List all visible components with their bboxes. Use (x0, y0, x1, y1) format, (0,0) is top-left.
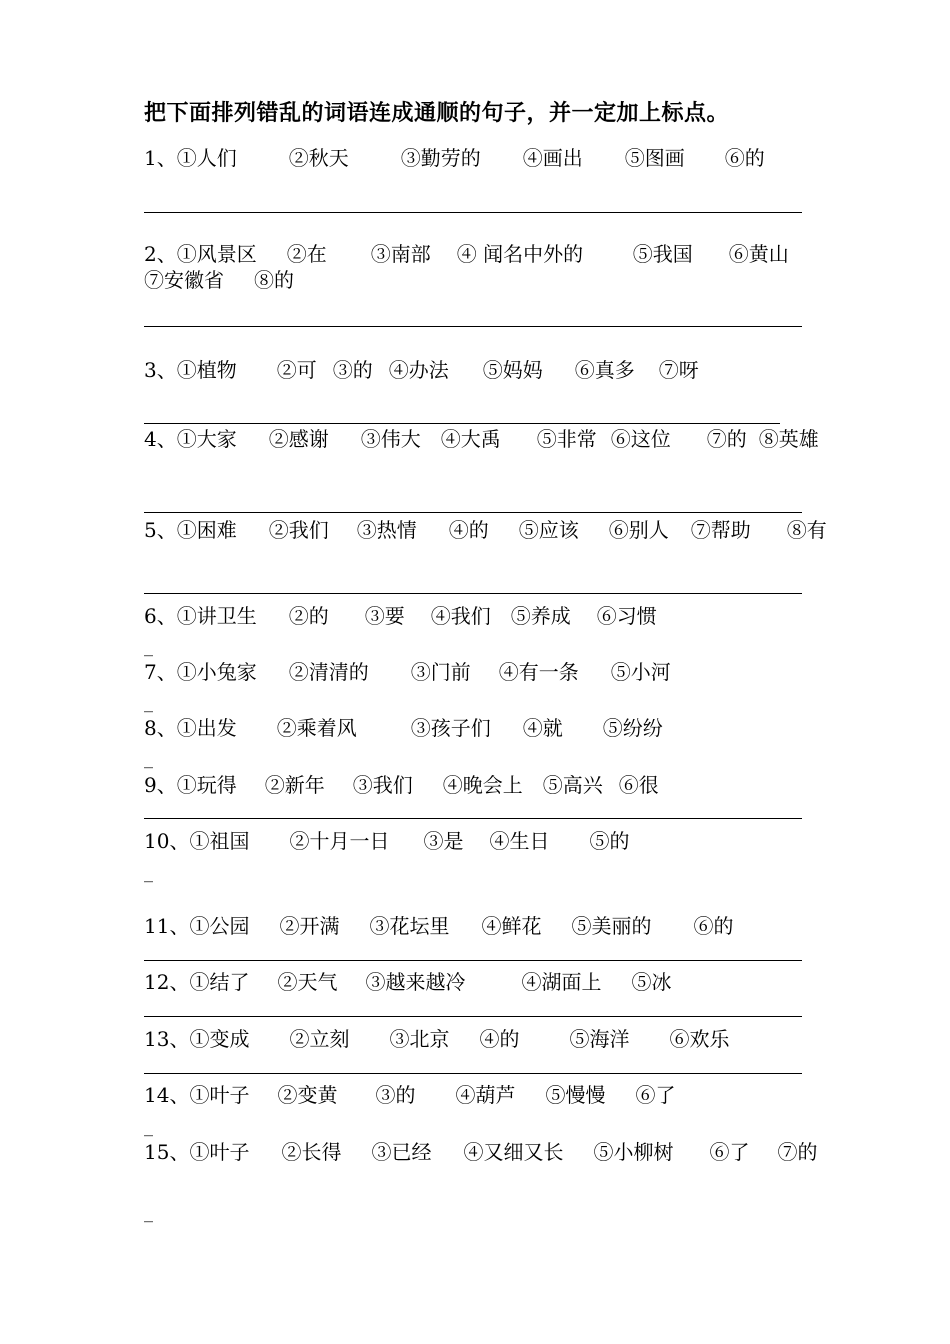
word: ④画出 (522, 146, 583, 170)
word: ⑥习惯 (596, 604, 657, 628)
answer-line[interactable] (144, 326, 802, 327)
answer-blank[interactable]: _ (144, 1202, 153, 1223)
word: ②的 (288, 604, 329, 628)
question-9 (144, 771, 659, 799)
answer-line[interactable] (144, 423, 780, 424)
question-11 (144, 912, 733, 940)
word: ④办法 (388, 358, 449, 382)
word: ⑤妈妈 (482, 358, 543, 382)
question-number: 5、 (144, 518, 177, 542)
question-13 (144, 1025, 729, 1053)
answer-line[interactable] (144, 960, 802, 961)
question-12 (144, 968, 671, 996)
answer-line[interactable] (144, 512, 802, 513)
word: ④葫芦 (455, 1083, 516, 1107)
word: ①大家 (176, 427, 237, 451)
word: ⑦安徽省 (144, 268, 224, 292)
word: ⑤图画 (624, 146, 685, 170)
word: ⑥了 (635, 1083, 676, 1107)
word: ⑥黄山 (728, 242, 789, 266)
word: ⑦的 (706, 427, 747, 451)
word: ③门前 (410, 660, 471, 684)
answer-line[interactable] (144, 593, 802, 594)
word: ⑧的 (254, 268, 294, 292)
answer-blank[interactable]: _ (144, 1116, 153, 1137)
word: ⑤冰 (631, 970, 672, 994)
word: ③我们 (352, 773, 413, 797)
word: ②乘着风 (276, 716, 357, 740)
word: ③已经 (371, 1140, 432, 1164)
answer-line[interactable] (144, 212, 802, 213)
question-number: 15、 (144, 1140, 190, 1164)
word: ⑤非常 (536, 427, 597, 451)
word: ①变成 (189, 1027, 250, 1051)
question-number: 14、 (144, 1083, 190, 1107)
word: ⑤高兴 (542, 773, 603, 797)
word: ②立刻 (289, 1027, 350, 1051)
word: ⑤海洋 (569, 1027, 630, 1051)
word: ①叶子 (189, 1083, 250, 1107)
worksheet-title: 把下面排列错乱的词语连成通顺的句子，并一定加上标点。 (144, 101, 730, 126)
word: ⑤小河 (610, 660, 671, 684)
word: ⑥的 (693, 914, 734, 938)
word: ⑧英雄 (758, 427, 819, 451)
word: ①小兔家 (176, 660, 257, 684)
word: ⑦的 (777, 1140, 818, 1164)
word: ⑧有 (786, 518, 827, 542)
word: ⑤养成 (510, 604, 571, 628)
question-number: 8、 (144, 716, 177, 740)
word: ②十月一日 (289, 829, 390, 853)
word: ④湖面上 (521, 970, 602, 994)
word: ③花坛里 (369, 914, 450, 938)
word: ④大禹 (440, 427, 501, 451)
word: ④的 (448, 518, 489, 542)
word: ③越来越冷 (365, 970, 466, 994)
question-number: 2、 (144, 242, 177, 266)
question-14 (144, 1081, 675, 1109)
answer-blank[interactable]: _ (144, 748, 153, 769)
word: ⑥的 (724, 146, 765, 170)
word: ⑤慢慢 (545, 1083, 606, 1107)
word: ⑥真多 (574, 358, 635, 382)
word: ③伟大 (360, 427, 421, 451)
answer-line[interactable] (144, 1016, 802, 1017)
word: ③孩子们 (410, 716, 491, 740)
question-1 (144, 144, 765, 172)
word: ②秋天 (288, 146, 349, 170)
question-number: 3、 (144, 358, 177, 382)
word: ①祖国 (189, 829, 250, 853)
word: ④ 闻名中外的 (456, 242, 584, 266)
word: ②新年 (264, 773, 325, 797)
word: ②在 (286, 242, 327, 266)
question-5 (144, 516, 827, 544)
answer-blank[interactable]: _ (144, 692, 153, 713)
word: ③是 (423, 829, 464, 853)
question-number: 12、 (144, 970, 190, 994)
word: ②清清的 (288, 660, 369, 684)
word: ①植物 (176, 358, 237, 382)
word: ⑥很 (618, 773, 659, 797)
word: ⑥别人 (608, 518, 669, 542)
word: ⑤纷纷 (602, 716, 663, 740)
word: ②我们 (268, 518, 329, 542)
word: ⑥欢乐 (669, 1027, 730, 1051)
word: ②可 (276, 358, 317, 382)
word: ②长得 (281, 1140, 342, 1164)
word: ③的 (332, 358, 373, 382)
word: ⑦呀 (658, 358, 699, 382)
question-15 (144, 1138, 817, 1166)
word: ②天气 (277, 970, 338, 994)
word: ④生日 (489, 829, 550, 853)
word: ⑤我国 (632, 242, 693, 266)
word: ①结了 (189, 970, 250, 994)
question-7 (144, 658, 671, 686)
word: ③勤劳的 (400, 146, 481, 170)
question-2 (144, 240, 789, 268)
word: ①人们 (176, 146, 237, 170)
word: ④就 (522, 716, 563, 740)
word: ④鲜花 (481, 914, 542, 938)
word: ①讲卫生 (176, 604, 257, 628)
word: ②感谢 (268, 427, 329, 451)
word: ④晚会上 (442, 773, 523, 797)
word: ③北京 (389, 1027, 450, 1051)
answer-blank[interactable]: _ (144, 862, 153, 883)
answer-blank[interactable]: _ (144, 636, 153, 657)
question-2-cont (144, 266, 294, 294)
word: ③南部 (370, 242, 431, 266)
question-4 (144, 425, 819, 453)
word: ③要 (364, 604, 405, 628)
question-number: 6、 (144, 604, 177, 628)
question-10 (144, 827, 629, 855)
word: ⑤小柳树 (593, 1140, 674, 1164)
word: ④的 (479, 1027, 520, 1051)
question-number: 1、 (144, 146, 177, 170)
word: ⑥了 (709, 1140, 750, 1164)
word: ⑤的 (589, 829, 630, 853)
question-number: 4、 (144, 427, 177, 451)
question-number: 11、 (144, 914, 190, 938)
word: ①公园 (189, 914, 250, 938)
question-number: 10、 (144, 829, 190, 853)
word: ⑥这位 (610, 427, 671, 451)
word: ②变黄 (277, 1083, 338, 1107)
question-number: 7、 (144, 660, 177, 684)
word: ⑦帮助 (690, 518, 751, 542)
question-8 (144, 714, 663, 742)
word: ①困难 (176, 518, 237, 542)
word: ①叶子 (189, 1140, 250, 1164)
word: ⑤美丽的 (571, 914, 652, 938)
question-3 (144, 356, 699, 384)
question-6 (144, 602, 657, 630)
word: ①风景区 (176, 242, 257, 266)
word: ②开满 (279, 914, 340, 938)
word: ⑤应该 (518, 518, 579, 542)
answer-line[interactable] (144, 1073, 802, 1074)
question-number: 9、 (144, 773, 177, 797)
word: ④我们 (430, 604, 491, 628)
word: ④又细又长 (463, 1140, 564, 1164)
word: ①出发 (176, 716, 237, 740)
question-number: 13、 (144, 1027, 190, 1051)
word: ①玩得 (176, 773, 237, 797)
word: ④有一条 (498, 660, 579, 684)
answer-line[interactable] (144, 818, 802, 819)
word: ③的 (375, 1083, 416, 1107)
word: ③热情 (356, 518, 417, 542)
